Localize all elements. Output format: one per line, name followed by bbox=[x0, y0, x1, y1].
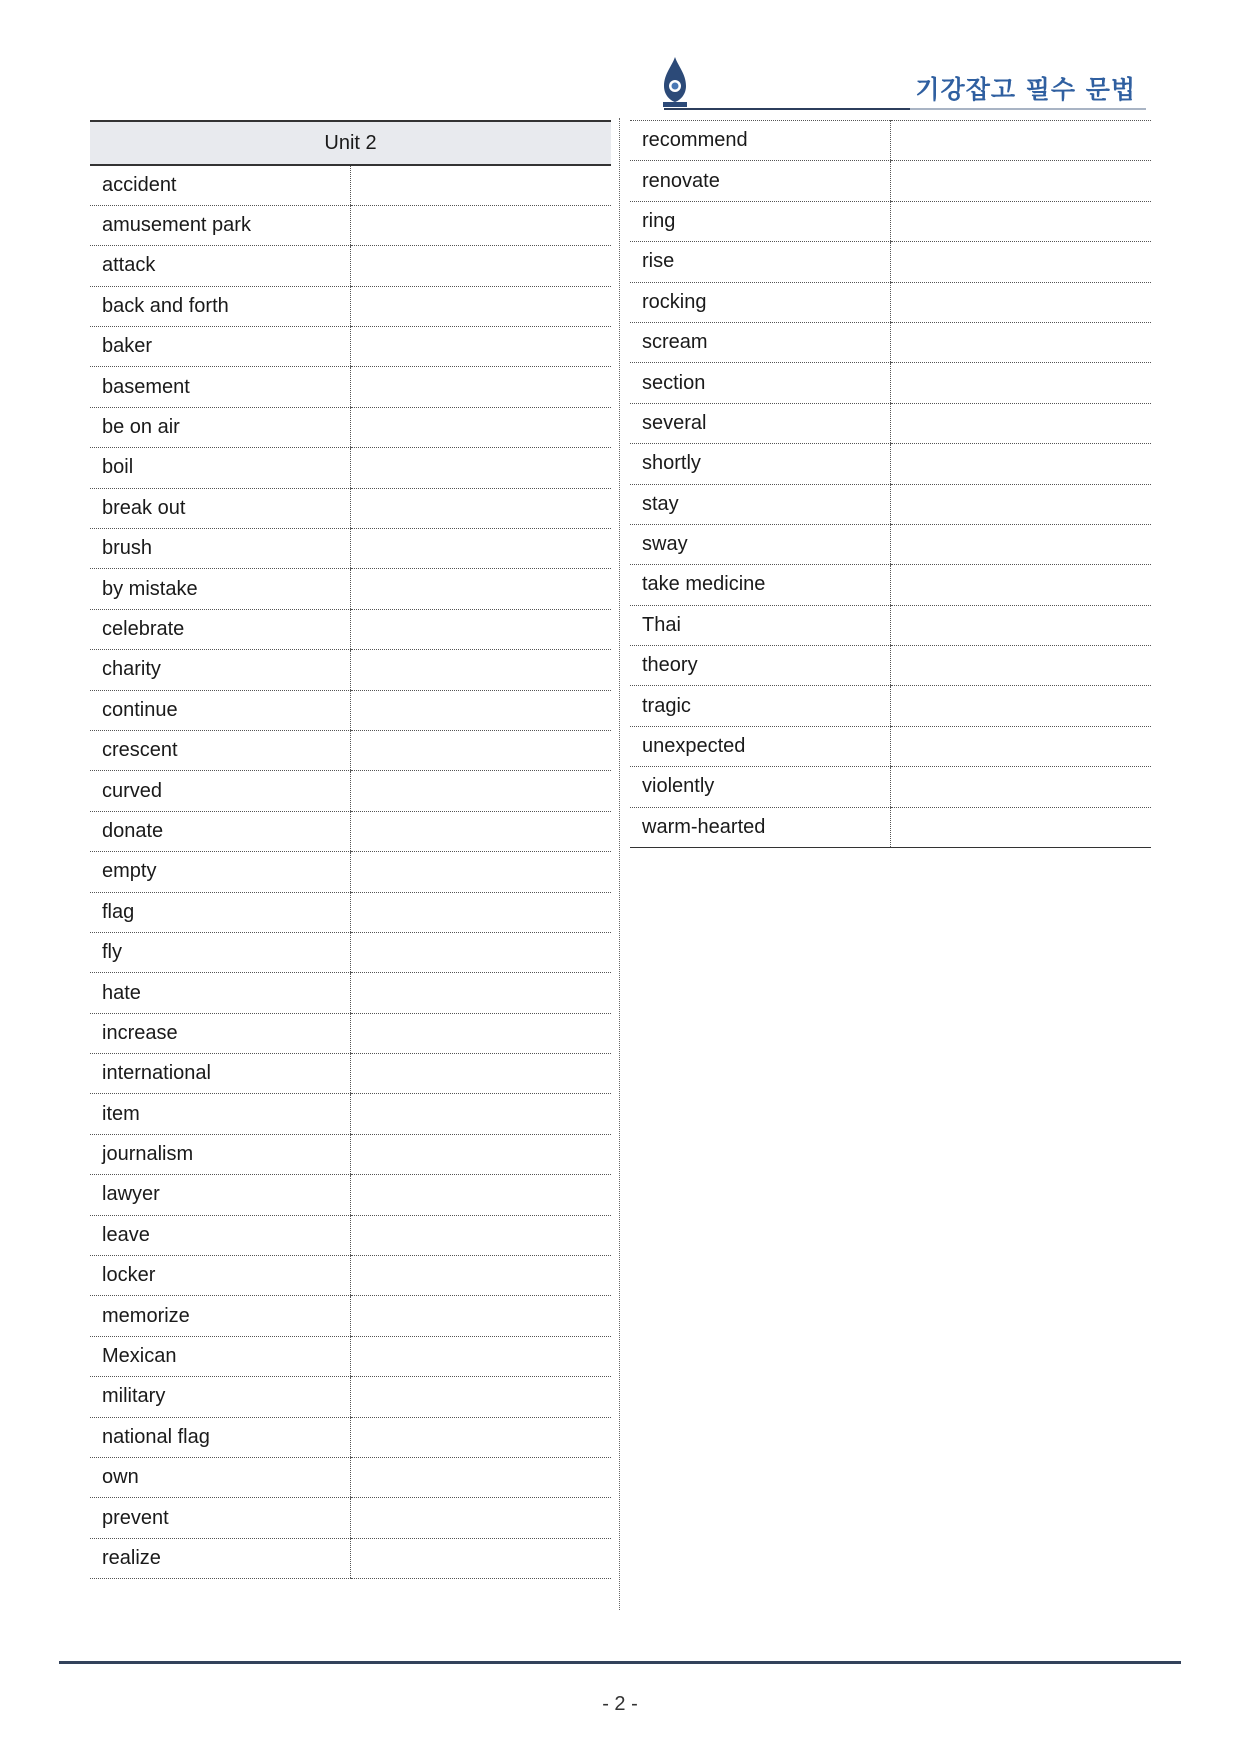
vocab-row bbox=[630, 767, 1151, 807]
footer-rule bbox=[59, 1661, 1181, 1664]
vocab-word: national flag bbox=[90, 1417, 351, 1457]
vocab-word: crescent bbox=[90, 730, 351, 770]
vocab-word: curved bbox=[90, 771, 351, 811]
meaning-blank-cell[interactable] bbox=[890, 363, 1151, 403]
vocab-row bbox=[630, 121, 1151, 161]
vocab-word: tragic bbox=[630, 686, 890, 726]
vocab-row bbox=[90, 246, 611, 286]
meaning-blank-cell[interactable] bbox=[351, 811, 612, 851]
meaning-blank-cell[interactable] bbox=[890, 524, 1151, 564]
vocab-word: recommend bbox=[630, 121, 890, 161]
vocab-word: amusement park bbox=[90, 205, 351, 245]
vocab-row bbox=[90, 690, 611, 730]
vocab-word: section bbox=[630, 363, 890, 403]
vocab-row bbox=[630, 322, 1151, 362]
meaning-blank-cell[interactable] bbox=[351, 1054, 612, 1094]
vocab-row bbox=[90, 1134, 611, 1174]
meaning-blank-cell[interactable] bbox=[351, 286, 612, 326]
meaning-blank-cell[interactable] bbox=[351, 1134, 612, 1174]
vocab-word: boil bbox=[90, 448, 351, 488]
vocab-row bbox=[90, 367, 611, 407]
meaning-blank-cell[interactable] bbox=[351, 1094, 612, 1134]
vocab-word: locker bbox=[90, 1256, 351, 1296]
vocab-word: take medicine bbox=[630, 565, 890, 605]
vocab-word: donate bbox=[90, 811, 351, 851]
meaning-blank-cell[interactable] bbox=[890, 322, 1151, 362]
header-title: 기강잡고 필수 문법 bbox=[915, 75, 1136, 104]
vocab-row bbox=[90, 650, 611, 690]
vocab-word: shortly bbox=[630, 444, 890, 484]
header-rule-light bbox=[910, 108, 1146, 110]
vocab-row bbox=[90, 973, 611, 1013]
vocab-row bbox=[90, 448, 611, 488]
vocab-row bbox=[90, 1094, 611, 1134]
meaning-blank-cell[interactable] bbox=[890, 282, 1151, 322]
vocab-word: stay bbox=[630, 484, 890, 524]
vocab-row bbox=[90, 609, 611, 649]
vocab-word: own bbox=[90, 1458, 351, 1498]
vocab-word: empty bbox=[90, 852, 351, 892]
meaning-blank-cell[interactable] bbox=[890, 444, 1151, 484]
vocab-word: flag bbox=[90, 892, 351, 932]
vocab-row bbox=[90, 205, 611, 245]
meaning-blank-cell[interactable] bbox=[351, 1458, 612, 1498]
vocab-row bbox=[630, 444, 1151, 484]
vocab-word: charity bbox=[90, 650, 351, 690]
vocab-row bbox=[630, 565, 1151, 605]
meaning-blank-cell[interactable] bbox=[351, 1296, 612, 1336]
vocab-word: Thai bbox=[630, 605, 890, 645]
meaning-blank-cell[interactable] bbox=[351, 1336, 612, 1376]
vocab-word: sway bbox=[630, 524, 890, 564]
vocab-row bbox=[630, 403, 1151, 443]
meaning-blank-cell[interactable] bbox=[890, 403, 1151, 443]
vocab-word: unexpected bbox=[630, 726, 890, 766]
meaning-blank-cell[interactable] bbox=[351, 690, 612, 730]
vocab-word: basement bbox=[90, 367, 351, 407]
meaning-blank-cell[interactable] bbox=[890, 565, 1151, 605]
vocab-row bbox=[90, 286, 611, 326]
vocab-row bbox=[90, 1336, 611, 1376]
vocab-row bbox=[630, 363, 1151, 403]
header-rule-dark bbox=[664, 108, 910, 110]
vocab-row bbox=[90, 1175, 611, 1215]
meaning-blank-cell[interactable] bbox=[890, 121, 1151, 161]
meaning-blank-cell[interactable] bbox=[890, 242, 1151, 282]
vocab-row bbox=[90, 569, 611, 609]
meaning-blank-cell[interactable] bbox=[890, 767, 1151, 807]
meaning-blank-cell[interactable] bbox=[351, 1013, 612, 1053]
page-header bbox=[660, 56, 1150, 112]
vocab-word: realize bbox=[90, 1538, 351, 1578]
vocab-row bbox=[630, 242, 1151, 282]
vocab-row bbox=[630, 807, 1151, 847]
meaning-blank-cell[interactable] bbox=[351, 771, 612, 811]
meaning-blank-cell[interactable] bbox=[351, 529, 612, 569]
vocab-word: lawyer bbox=[90, 1175, 351, 1215]
vocab-row bbox=[630, 686, 1151, 726]
vocab-row bbox=[90, 1377, 611, 1417]
meaning-blank-cell[interactable] bbox=[351, 1175, 612, 1215]
meaning-blank-cell[interactable] bbox=[351, 407, 612, 447]
meaning-blank-cell[interactable] bbox=[351, 569, 612, 609]
vocab-row bbox=[90, 1215, 611, 1255]
meaning-blank-cell[interactable] bbox=[351, 448, 612, 488]
vocab-word: memorize bbox=[90, 1296, 351, 1336]
meaning-blank-cell[interactable] bbox=[890, 807, 1151, 847]
meaning-blank-cell[interactable] bbox=[351, 1417, 612, 1457]
vocab-row bbox=[90, 488, 611, 528]
meaning-blank-cell[interactable] bbox=[351, 609, 612, 649]
vocab-row bbox=[630, 605, 1151, 645]
meaning-blank-cell[interactable] bbox=[890, 686, 1151, 726]
vocab-row bbox=[630, 484, 1151, 524]
vocab-row bbox=[630, 726, 1151, 766]
vocab-row bbox=[630, 524, 1151, 564]
vocab-row bbox=[630, 201, 1151, 241]
vocab-row bbox=[90, 1013, 611, 1053]
vocab-row bbox=[90, 529, 611, 569]
vocab-row bbox=[630, 161, 1151, 201]
fountain-pen-nib-icon bbox=[660, 56, 690, 108]
vocab-word: rise bbox=[630, 242, 890, 282]
vocab-word: break out bbox=[90, 488, 351, 528]
meaning-blank-cell[interactable] bbox=[351, 165, 612, 205]
vocab-row bbox=[90, 327, 611, 367]
vocab-word: by mistake bbox=[90, 569, 351, 609]
meaning-blank-cell[interactable] bbox=[351, 1498, 612, 1538]
vocab-word: international bbox=[90, 1054, 351, 1094]
meaning-blank-cell[interactable] bbox=[351, 973, 612, 1013]
vocab-word: accident bbox=[90, 165, 351, 205]
vocab-row bbox=[90, 730, 611, 770]
vocab-word: several bbox=[630, 403, 890, 443]
vocab-row bbox=[90, 1498, 611, 1538]
vocab-word: item bbox=[90, 1094, 351, 1134]
vocab-table-left bbox=[90, 120, 611, 1579]
meaning-blank-cell[interactable] bbox=[351, 488, 612, 528]
vocab-word: be on air bbox=[90, 407, 351, 447]
meaning-blank-cell[interactable] bbox=[351, 650, 612, 690]
vocab-row bbox=[90, 932, 611, 972]
column-divider bbox=[619, 118, 620, 1610]
vocab-row bbox=[90, 892, 611, 932]
vocab-row bbox=[90, 852, 611, 892]
vocab-row bbox=[630, 282, 1151, 322]
meaning-blank-cell[interactable] bbox=[351, 1538, 612, 1578]
vocab-row bbox=[90, 1054, 611, 1094]
meaning-blank-cell[interactable] bbox=[351, 205, 612, 245]
meaning-blank-cell[interactable] bbox=[890, 484, 1151, 524]
vocab-word: baker bbox=[90, 327, 351, 367]
meaning-blank-cell[interactable] bbox=[351, 327, 612, 367]
vocab-word: prevent bbox=[90, 1498, 351, 1538]
vocab-word: Mexican bbox=[90, 1336, 351, 1376]
meaning-blank-cell[interactable] bbox=[890, 201, 1151, 241]
vocab-word: violently bbox=[630, 767, 890, 807]
vocab-row bbox=[90, 811, 611, 851]
vocab-word: increase bbox=[90, 1013, 351, 1053]
meaning-blank-cell[interactable] bbox=[890, 161, 1151, 201]
vocab-word: ring bbox=[630, 201, 890, 241]
meaning-blank-cell[interactable] bbox=[351, 246, 612, 286]
meaning-blank-cell[interactable] bbox=[351, 1377, 612, 1417]
vocab-word: celebrate bbox=[90, 609, 351, 649]
vocab-row bbox=[90, 1538, 611, 1578]
vocab-word: journalism bbox=[90, 1134, 351, 1174]
vocab-word: back and forth bbox=[90, 286, 351, 326]
vocab-row bbox=[90, 407, 611, 447]
vocab-word: brush bbox=[90, 529, 351, 569]
vocab-row bbox=[90, 1296, 611, 1336]
meaning-blank-cell[interactable] bbox=[351, 1256, 612, 1296]
vocab-row bbox=[90, 1417, 611, 1457]
vocab-word: warm-hearted bbox=[630, 807, 890, 847]
meaning-blank-cell[interactable] bbox=[351, 852, 612, 892]
vocab-word: military bbox=[90, 1377, 351, 1417]
vocab-table-right bbox=[630, 120, 1151, 848]
meaning-blank-cell[interactable] bbox=[351, 730, 612, 770]
vocab-word: hate bbox=[90, 973, 351, 1013]
vocab-word: rocking bbox=[630, 282, 890, 322]
meaning-blank-cell[interactable] bbox=[351, 1215, 612, 1255]
meaning-blank-cell[interactable] bbox=[351, 892, 612, 932]
vocab-row bbox=[630, 646, 1151, 686]
vocab-word: leave bbox=[90, 1215, 351, 1255]
vocab-row bbox=[90, 1458, 611, 1498]
meaning-blank-cell[interactable] bbox=[351, 932, 612, 972]
unit-heading: Unit 2 bbox=[90, 121, 611, 165]
meaning-blank-cell[interactable] bbox=[890, 726, 1151, 766]
page-number: - 2 - bbox=[602, 1693, 638, 1715]
meaning-blank-cell[interactable] bbox=[890, 646, 1151, 686]
meaning-blank-cell[interactable] bbox=[890, 605, 1151, 645]
vocab-row bbox=[90, 771, 611, 811]
vocab-word: attack bbox=[90, 246, 351, 286]
vocab-word: renovate bbox=[630, 161, 890, 201]
vocab-row bbox=[90, 165, 611, 205]
vocab-word: theory bbox=[630, 646, 890, 686]
vocab-word: continue bbox=[90, 690, 351, 730]
vocab-word: scream bbox=[630, 322, 890, 362]
vocab-word: fly bbox=[90, 932, 351, 972]
vocab-row bbox=[90, 1256, 611, 1296]
meaning-blank-cell[interactable] bbox=[351, 367, 612, 407]
